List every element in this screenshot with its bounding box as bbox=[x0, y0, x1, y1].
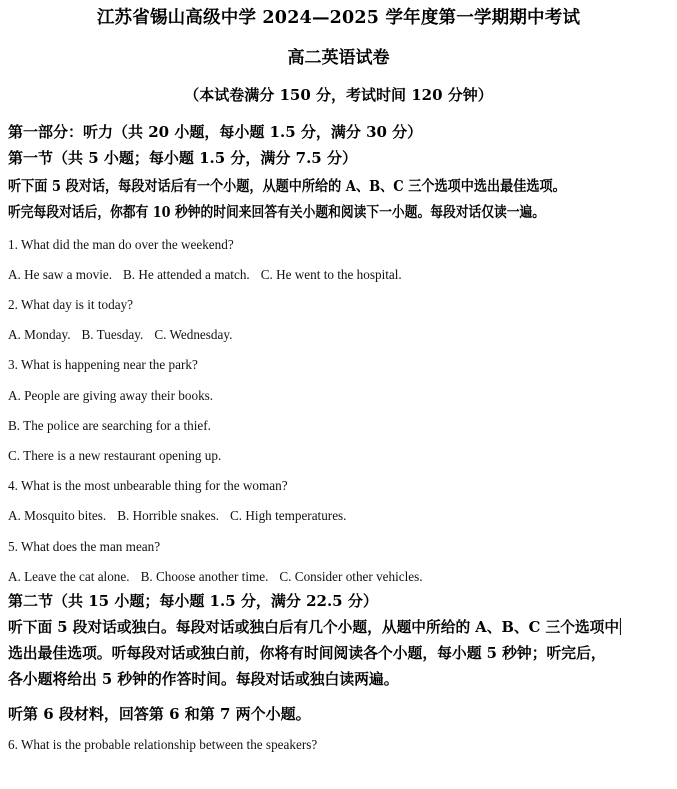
option-b: B. Choose another time. bbox=[140, 568, 269, 584]
question-stem: 2. What day is it today? bbox=[8, 296, 134, 312]
page-subtitle: 高二英语试卷 bbox=[287, 47, 390, 68]
question-stem: 6. What is the probable relationship between the speakers? bbox=[8, 736, 318, 752]
option-b: B. He attended a match. bbox=[123, 266, 250, 282]
option-c: C. Consider other vehicles. bbox=[279, 568, 423, 584]
page-title: 江苏省锡山高级中学 2024—2025 学年度第一学期期中考试 bbox=[96, 8, 581, 28]
option-a: A. Monday. bbox=[8, 327, 71, 343]
option-b: B. Tuesday. bbox=[81, 327, 144, 343]
text-cursor bbox=[620, 618, 621, 635]
option-a: A. Mosquito bites. bbox=[8, 508, 107, 524]
option-c: C. High temperatures. bbox=[230, 508, 347, 524]
material-six-heading: 听第 6 段材料，回答第 6 和第 7 两个小题。 bbox=[8, 704, 311, 723]
question-stem: 1. What did the man do over the weekend? bbox=[8, 236, 234, 252]
section-two-heading: 第二节（共 15 小题；每小题 1.5 分，满分 22.5 分） bbox=[8, 591, 378, 610]
section-one-instruction-line-2: 听完每段对话后，你都有 10 秒钟的时间来回答有关小题和阅读下一小题。每段对话仅读一遍。 bbox=[8, 204, 546, 221]
question-options bbox=[8, 492, 671, 522]
question-stem: 5. What does the man mean? bbox=[8, 538, 161, 554]
option-c: C. Wednesday. bbox=[154, 327, 233, 343]
question-options bbox=[8, 311, 671, 341]
question-stem: 3. What is happening near the park? bbox=[8, 357, 198, 373]
score-time-line: （本试卷满分 150 分，考试时间 120 分钟） bbox=[184, 85, 493, 104]
option-b: B. The police are searching for a thief. bbox=[8, 417, 211, 433]
option-c: C. He went to the hospital. bbox=[260, 266, 402, 282]
section-one-instruction-line-1: 听下面 5 段对话，每段对话后有一个小题，从题中所给的 A、B、C 三个选项中选出最佳选项。 bbox=[8, 177, 566, 195]
section-two-instruction-line-2: 选出最佳选项。听每段对话或独白前，你将有时间阅读各个小题，每小题 5 秒钟；听完后， bbox=[8, 644, 606, 662]
option-b: B. Horrible snakes. bbox=[117, 508, 220, 524]
option-a: A. He saw a movie. bbox=[8, 266, 113, 282]
exam-body bbox=[0, 103, 677, 752]
question-options bbox=[8, 553, 671, 583]
question-stem: 4. What is the most unbearable thing for the woman? bbox=[8, 478, 288, 494]
section-one-heading: 第一节（共 5 小题；每小题 1.5 分，满分 7.5 分） bbox=[8, 148, 357, 167]
section-two-instruction-line-1: 听下面 5 段对话或独白。每段对话或独白后有几个小题，从题中所给的 A、B、C 三个选项中 bbox=[8, 618, 620, 636]
option-a: A. Leave the cat alone. bbox=[8, 568, 130, 584]
option-a: A. People are giving away their books. bbox=[8, 387, 214, 403]
option-c: C. There is a new restaurant opening up. bbox=[8, 447, 222, 463]
section-two-instruction-line-3: 各小题将给出 5 秒钟的作答时间。每段对话或独白读两遍。 bbox=[8, 670, 399, 688]
section-two-instructions bbox=[8, 609, 670, 693]
part-one-heading: 第一部分：听力（共 20 小题，每小题 1.5 分，满分 30 分） bbox=[8, 122, 423, 141]
question-options bbox=[8, 251, 671, 281]
